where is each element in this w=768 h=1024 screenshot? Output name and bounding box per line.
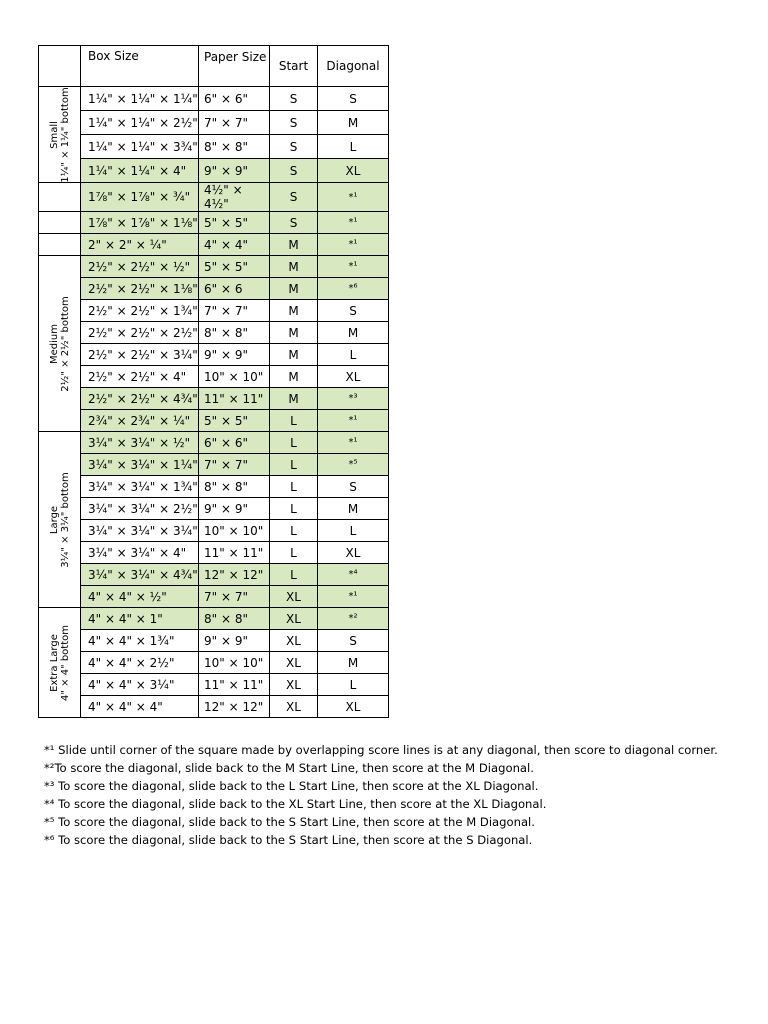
- footnote: *⁶ To score the diagonal, slide back to the S Start Line, then score at the S Diagonal.: [44, 833, 533, 847]
- box-size-table: [38, 45, 389, 718]
- diagonal-cell: L: [318, 520, 389, 542]
- group-bottom-size: 4" × 4" bottom: [59, 624, 71, 701]
- diagonal-cell: L: [318, 344, 389, 366]
- paper-size-cell: 8" × 8": [199, 322, 270, 344]
- box-size-cell: 2½" × 2½" × 4¾": [81, 388, 199, 410]
- box-size-cell: 2½" × 2½" × 1¾": [81, 300, 199, 322]
- paper-size-cell: 9" × 9": [199, 344, 270, 366]
- paper-size-cell: 10" × 10": [199, 520, 270, 542]
- paper-size-cell: 11" × 11": [199, 542, 270, 564]
- diagonal-cell: M: [318, 111, 389, 135]
- box-size-cell: 3¼" × 3¼" × 2½": [81, 498, 199, 520]
- table-row: [39, 498, 389, 520]
- table-header-row: [39, 46, 389, 87]
- diagonal-cell: M: [318, 498, 389, 520]
- start-cell: S: [270, 183, 318, 212]
- box-size-cell: 3¼" × 3¼" × 4": [81, 542, 199, 564]
- diagonal-cell: XL: [318, 542, 389, 564]
- group-name: Extra Large: [48, 633, 60, 692]
- table-row: [39, 608, 389, 630]
- table-row: [39, 111, 389, 135]
- size-group-label: [39, 87, 81, 183]
- size-group-label: [39, 256, 81, 432]
- paper-size-cell: 8" × 8": [199, 476, 270, 498]
- start-cell: M: [270, 344, 318, 366]
- start-cell: XL: [270, 630, 318, 652]
- box-size-cell: 2½" × 2½" × 1⅛": [81, 278, 199, 300]
- diagonal-cell: *³: [318, 388, 389, 410]
- table-row: [39, 300, 389, 322]
- start-cell: XL: [270, 608, 318, 630]
- header-empty-cell: [39, 46, 81, 87]
- paper-size-cell: 7" × 7": [199, 300, 270, 322]
- start-cell: L: [270, 498, 318, 520]
- table-row: [39, 234, 389, 256]
- group-bottom-size: 3¼" × 3¼" bottom: [59, 471, 71, 568]
- footnote: *¹ Slide until corner of the square made by overlapping score lines is at any diagonal, then score to diagonal corner.: [44, 743, 718, 757]
- start-cell: S: [270, 159, 318, 183]
- paper-size-cell: 10" × 10": [199, 652, 270, 674]
- table-row: [39, 256, 389, 278]
- header-paper-size: Paper Size: [199, 46, 270, 87]
- diagonal-cell: L: [318, 135, 389, 159]
- box-size-cell: 1⅞" × 1⅞" × 1⅛": [81, 212, 199, 234]
- table-row: [39, 674, 389, 696]
- paper-size-cell: 5" × 5": [199, 212, 270, 234]
- table-row: [39, 366, 389, 388]
- box-size-cell: 1¼" × 1¼" × 2½": [81, 111, 199, 135]
- box-size-cell: 3¼" × 3¼" × 3¼": [81, 520, 199, 542]
- box-size-cell: 4" × 4" × 4": [81, 696, 199, 718]
- paper-size-cell: 7" × 7": [199, 111, 270, 135]
- diagonal-cell: *⁴: [318, 564, 389, 586]
- box-size-cell: 4" × 4" × 2½": [81, 652, 199, 674]
- footnote: *²To score the diagonal, slide back to the M Start Line, then score at the M Diagonal.: [44, 761, 534, 775]
- group-label-text: [49, 87, 71, 182]
- start-cell: L: [270, 454, 318, 476]
- diagonal-cell: *¹: [318, 256, 389, 278]
- header-start: Start: [270, 46, 318, 87]
- start-cell: XL: [270, 696, 318, 718]
- diagonal-cell: L: [318, 674, 389, 696]
- diagonal-cell: M: [318, 652, 389, 674]
- footnotes: [44, 741, 718, 849]
- start-cell: XL: [270, 652, 318, 674]
- box-size-cell: 3¼" × 3¼" × 1¾": [81, 476, 199, 498]
- paper-size-cell: 8" × 8": [199, 135, 270, 159]
- table-row: [39, 278, 389, 300]
- table-row: [39, 432, 389, 454]
- diagonal-cell: *¹: [318, 183, 389, 212]
- group-label-text: [49, 472, 71, 567]
- table-row: [39, 630, 389, 652]
- box-size-cell: 1¼" × 1¼" × 4": [81, 159, 199, 183]
- diagonal-cell: *⁵: [318, 454, 389, 476]
- box-size-cell: 3¼" × 3¼" × ½": [81, 432, 199, 454]
- group-name: Medium: [48, 323, 60, 364]
- diagonal-cell: *²: [318, 608, 389, 630]
- header-diagonal: Diagonal: [318, 46, 389, 87]
- table-row: [39, 388, 389, 410]
- diagonal-cell: S: [318, 630, 389, 652]
- paper-size-cell: 5" × 5": [199, 256, 270, 278]
- paper-size-cell: 12" × 12": [199, 564, 270, 586]
- group-name: Small: [48, 120, 60, 149]
- table-row: [39, 410, 389, 432]
- box-size-cell: 3¼" × 3¼" × 4¾": [81, 564, 199, 586]
- table-row: [39, 212, 389, 234]
- diagonal-cell: S: [318, 476, 389, 498]
- box-size-cell: 2½" × 2½" × 2½": [81, 322, 199, 344]
- start-cell: S: [270, 135, 318, 159]
- box-size-cell: 2¾" × 2¾" × ¼": [81, 410, 199, 432]
- diagonal-cell: S: [318, 87, 389, 111]
- diagonal-cell: XL: [318, 159, 389, 183]
- diagonal-cell: *¹: [318, 234, 389, 256]
- table-row: [39, 652, 389, 674]
- diagonal-cell: XL: [318, 366, 389, 388]
- size-group-label: [39, 608, 81, 718]
- table-row: [39, 454, 389, 476]
- box-size-cell: 4" × 4" × ½": [81, 586, 199, 608]
- diagonal-cell: *¹: [318, 410, 389, 432]
- paper-size-cell: 6" × 6: [199, 278, 270, 300]
- start-cell: L: [270, 410, 318, 432]
- diagonal-cell: *¹: [318, 212, 389, 234]
- box-size-cell: 3¼" × 3¼" × 1¼": [81, 454, 199, 476]
- paper-size-cell: 4½" × 4½": [199, 183, 270, 212]
- group-label-text: [49, 296, 71, 391]
- box-size-cell: 2½" × 2½" × 3¼": [81, 344, 199, 366]
- header-box-size: Box Size: [81, 46, 199, 87]
- diagonal-cell: XL: [318, 696, 389, 718]
- start-cell: S: [270, 87, 318, 111]
- table-row: [39, 564, 389, 586]
- paper-size-cell: 7" × 7": [199, 586, 270, 608]
- table-row: [39, 586, 389, 608]
- box-size-cell: 2½" × 2½" × 4": [81, 366, 199, 388]
- start-cell: L: [270, 520, 318, 542]
- table-row: [39, 696, 389, 718]
- paper-size-cell: 5" × 5": [199, 410, 270, 432]
- paper-size-cell: 7" × 7": [199, 454, 270, 476]
- box-size-cell: 1¼" × 1¼" × 3¾": [81, 135, 199, 159]
- footnote: *³ To score the diagonal, slide back to the L Start Line, then score at the XL Diagonal.: [44, 779, 539, 793]
- diagonal-cell: *¹: [318, 586, 389, 608]
- paper-size-cell: 9" × 9": [199, 498, 270, 520]
- table-row: [39, 135, 389, 159]
- start-cell: XL: [270, 586, 318, 608]
- start-cell: S: [270, 212, 318, 234]
- table-row: [39, 542, 389, 564]
- group-bottom-size: 2½" × 2½" bottom: [59, 295, 71, 392]
- diagonal-cell: *⁶: [318, 278, 389, 300]
- paper-size-cell: 9" × 9": [199, 630, 270, 652]
- paper-size-cell: 10" × 10": [199, 366, 270, 388]
- table-row: [39, 159, 389, 183]
- start-cell: L: [270, 542, 318, 564]
- paper-size-cell: 12" × 12": [199, 696, 270, 718]
- table-row: [39, 87, 389, 111]
- empty-group-cell: [39, 212, 81, 234]
- start-cell: L: [270, 476, 318, 498]
- start-cell: XL: [270, 674, 318, 696]
- start-cell: M: [270, 300, 318, 322]
- paper-size-cell: 9" × 9": [199, 159, 270, 183]
- diagonal-cell: S: [318, 300, 389, 322]
- empty-group-cell: [39, 234, 81, 256]
- group-bottom-size: 1¼" × 1¼" bottom: [59, 86, 71, 183]
- paper-size-cell: 4" × 4": [199, 234, 270, 256]
- diagonal-cell: *¹: [318, 432, 389, 454]
- start-cell: S: [270, 111, 318, 135]
- start-cell: L: [270, 564, 318, 586]
- table-row: [39, 322, 389, 344]
- start-cell: M: [270, 278, 318, 300]
- start-cell: L: [270, 432, 318, 454]
- box-size-cell: 2½" × 2½" × ½": [81, 256, 199, 278]
- paper-size-cell: 6" × 6": [199, 432, 270, 454]
- group-name: Large: [48, 505, 60, 534]
- box-size-cell: 2" × 2" × ¼": [81, 234, 199, 256]
- table-row: [39, 344, 389, 366]
- start-cell: M: [270, 322, 318, 344]
- box-size-cell: 4" × 4" × 3¼": [81, 674, 199, 696]
- empty-group-cell: [39, 183, 81, 212]
- table-row: [39, 476, 389, 498]
- diagonal-cell: M: [318, 322, 389, 344]
- start-cell: M: [270, 366, 318, 388]
- box-size-cell: 4" × 4" × 1": [81, 608, 199, 630]
- paper-size-cell: 6" × 6": [199, 87, 270, 111]
- footnote: *⁵ To score the diagonal, slide back to the S Start Line, then score at the M Diagonal.: [44, 815, 535, 829]
- footnote: *⁴ To score the diagonal, slide back to the XL Start Line, then score at the XL Diagonal.: [44, 797, 547, 811]
- start-cell: M: [270, 256, 318, 278]
- group-label-text: [49, 624, 71, 700]
- box-size-cell: 4" × 4" × 1¾": [81, 630, 199, 652]
- table-row: [39, 520, 389, 542]
- paper-size-cell: 11" × 11": [199, 674, 270, 696]
- box-size-cell: 1¼" × 1¼" × 1¼": [81, 87, 199, 111]
- paper-size-cell: 8" × 8": [199, 608, 270, 630]
- start-cell: M: [270, 388, 318, 410]
- start-cell: M: [270, 234, 318, 256]
- paper-size-cell: 11" × 11": [199, 388, 270, 410]
- box-size-cell: 1⅞" × 1⅞" × ¾": [81, 183, 199, 212]
- size-group-label: [39, 432, 81, 608]
- table-row: [39, 183, 389, 212]
